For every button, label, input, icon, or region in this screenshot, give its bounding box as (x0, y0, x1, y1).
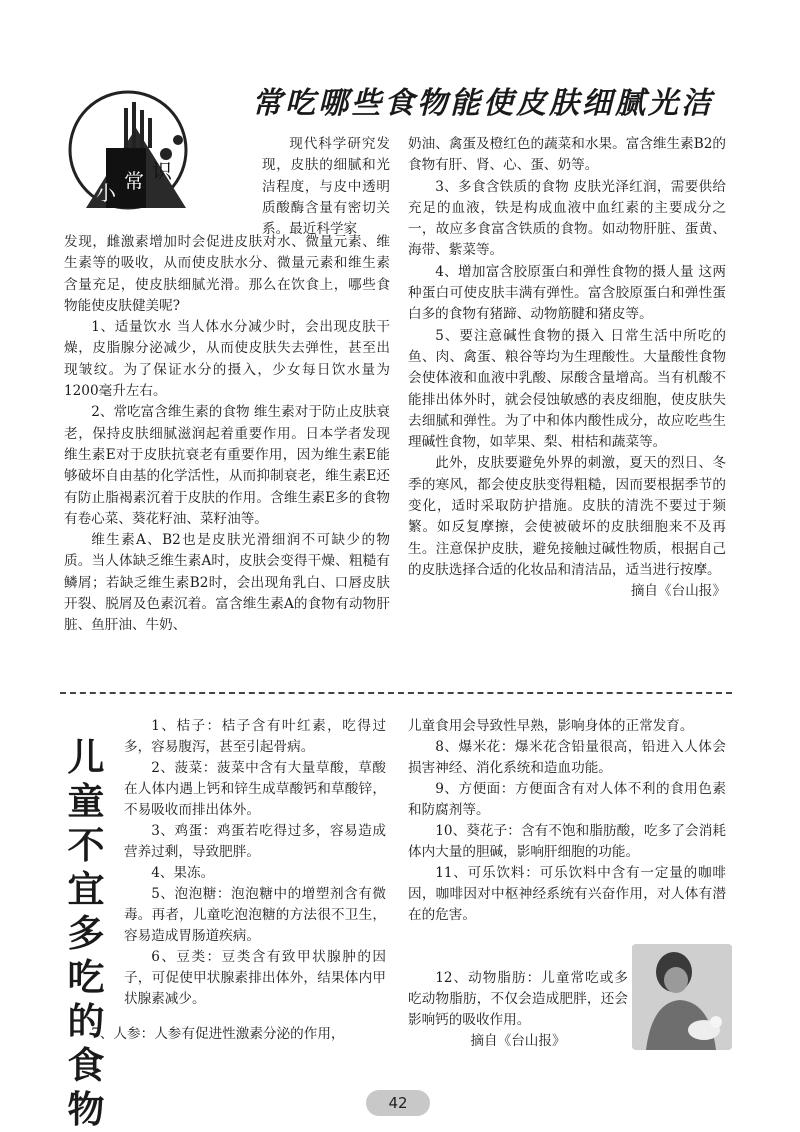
section-divider (60, 692, 732, 694)
paragraph: 奶油、禽蛋及橙红色的蔬菜和水果。富含维生素B2的食物有肝、肾、心、蛋、奶等。 (408, 136, 726, 174)
title-char: 童 (67, 780, 105, 823)
list-item: 4、果冻。 (151, 865, 215, 881)
list-item: 2、菠菜：菠菜中含有大量草酸，草酸在人体内遇上钙和锌生成草酸钙和草酸锌，不易吸收而排出体外。 (124, 760, 386, 818)
article1-column-left (64, 232, 390, 637)
title-char: 食 (67, 1044, 105, 1087)
list-item: 10、葵花子：含有不饱和脂肪酸，吃多了会消耗体内大量的胆碱，影响肝细胞的功能。 (408, 823, 726, 860)
logo-char-3: 识 (152, 159, 172, 183)
title-char: 不 (67, 824, 105, 867)
title-char: 儿 (67, 736, 105, 779)
article1-column-right (408, 134, 726, 603)
paragraph: 1、适量饮水 当人体水分减少时，会出现皮肤干燥，皮脂腺分泌减少，从而使皮肤失去弹性，甚至出现皱纹。为了保证水分的摄入，少女每日饮水量为1200毫升左右。 (64, 319, 390, 400)
title-char: 吃 (67, 956, 105, 999)
source-credit: 摘自《台山报》 (470, 1033, 566, 1049)
list-item: 9、方便面：方便面含有对人体不利的食用色素和防腐剂等。 (408, 781, 726, 818)
article2-column-right (408, 716, 726, 926)
logo-illustration (66, 88, 266, 230)
paragraph: 5、要注意碱性食物的摄入 日常生活中所吃的鱼、肉、禽蛋、粮谷等均为生理酸性。大量酸性食物会使体液和血液中乳酸、尿酸含量增高。当有机酸不能排出体外时，就会侵蚀敏感的表皮细胞，使皮肤失去细腻和弹性。为了中和体内酸性成分，故应吃些生理碱性食物，如苹果、梨、柑桔和蔬菜等。 (408, 327, 726, 451)
article2-column-left-bottom (64, 1024, 390, 1045)
intro-text: 现代科学研究发现，皮肤的细腻和光洁程度，与皮中透明质酸酶含量有密切关系。最近科学家 (262, 136, 390, 238)
list-item: 12、动物脂肪：儿童常吃或多吃动物脂肪，不仅会造成肥胖，还会影响钙的吸收作用。 (408, 970, 628, 1028)
article2-column-left (124, 716, 386, 1010)
article2-title (66, 736, 106, 1132)
title-char: 物 (67, 1088, 105, 1131)
child-photo (632, 944, 732, 1050)
paragraph: 4、增加富含胶原蛋白和弹性食物的摄人量 这两种蛋白可使皮肤丰满有弹性。富含胶原蛋白和弹性蛋白多的食物有猪蹄、动物筋腱和猪皮等。 (408, 263, 726, 323)
paragraph: 2、常吃富含维生素的食物 维生素对于防止皮肤衰老，保持皮肤细腻滋润起着重要作用。日本学者发现维生素E对于皮肤抗衰老有重要作用，因为维生素E能够破坏自由基的化学活性，从而抑制衰老，维生素E还有防止脂褐素沉着于皮肤的作用。含维生素E多的食物有卷心菜、葵花籽油、菜籽油等。 (64, 404, 390, 527)
title-char: 多 (67, 912, 105, 955)
title-char: 的 (67, 1000, 105, 1043)
title-char: 宜 (67, 868, 105, 911)
list-item: 儿童食用会导致性早熟，影响身体的正常发育。 (408, 718, 694, 734)
list-item: 5、泡泡糖：泡泡糖中的增塑剂含有微毒。再者，儿童吃泡泡糖的方法很不卫生，容易造成胃肠道疾病。 (124, 886, 386, 944)
paragraph: 此外，皮肤要避免外界的刺激，夏天的烈日、冬季的寒风，都会使皮肤变得粗糙，因而要根据季节的变化，适时采取防护措施。皮肤的清洗不要过于频繁。如反复摩擦，会使被破坏的皮肤细胞来不及再生。注意保护皮肤，避免接触过碱性物质，根据自己的皮肤选择合适的化妆品和清洁品，适当进行按摩。 (408, 455, 726, 578)
page-number: 42 (366, 1090, 430, 1116)
source-credit: 摘自《台山报》 (630, 583, 726, 600)
article2-column-right-bottom (408, 968, 628, 1052)
list-item: 1、桔子：桔子含有叶红素，吃得过多，容易腹泻，甚至引起骨病。 (124, 718, 386, 755)
logo-char-2: 常 (124, 169, 144, 193)
list-item: 7、人参：人参有促进性激素分泌的作用， (91, 1026, 345, 1042)
list-item: 3、鸡蛋：鸡蛋若吃得过多，容易造成营养过剩，导致肥胖。 (124, 823, 386, 860)
list-item: 6、豆类：豆类含有致甲状腺肿的因子，可促使甲状腺素排出体外，结果体内甲状腺素减少。 (124, 949, 386, 1007)
list-item: 8、爆米花：爆米花含铅量很高，铅进入人体会损害神经、消化系统和造血功能。 (408, 739, 726, 776)
paragraph: 3、多食含铁质的食物 皮肤光泽红润，需要供给充足的血液，铁是构成血液中血红素的主要成分之一，故应多食富含铁质的食物。如动物肝脏、蛋黄、海带、紫菜等。 (408, 178, 726, 259)
logo-char-1: 小 (96, 181, 116, 205)
list-item: 11、可乐饮料：可乐饮料中含有一定量的咖啡因，咖啡因对中枢神经系统有兴奋作用，对人体有潜在的危害。 (408, 865, 726, 923)
article-title: 常吃哪些食物能使皮肤细腻光洁 (252, 86, 714, 121)
paragraph: 维生素A、B2也是皮肤光滑细润不可缺少的物质。当人体缺乏维生素A时，皮肤会变得干燥、粗糙有鳞屑；若缺乏维生素B2时，会出现角乳白、口唇皮肤开裂、脱屑及色素沉着。富含维生素A的食物有动物肝脏、鱼肝油、牛奶、 (64, 532, 390, 634)
paragraph: 发现，雌激素增加时会促进皮肤对水、微量元素、维生素等的吸收，从而使皮肤水分、微量元素和维生素含量充足，使皮肤细腻光滑。那么在饮食上，哪些食物能使皮肤健美呢? (64, 234, 390, 314)
